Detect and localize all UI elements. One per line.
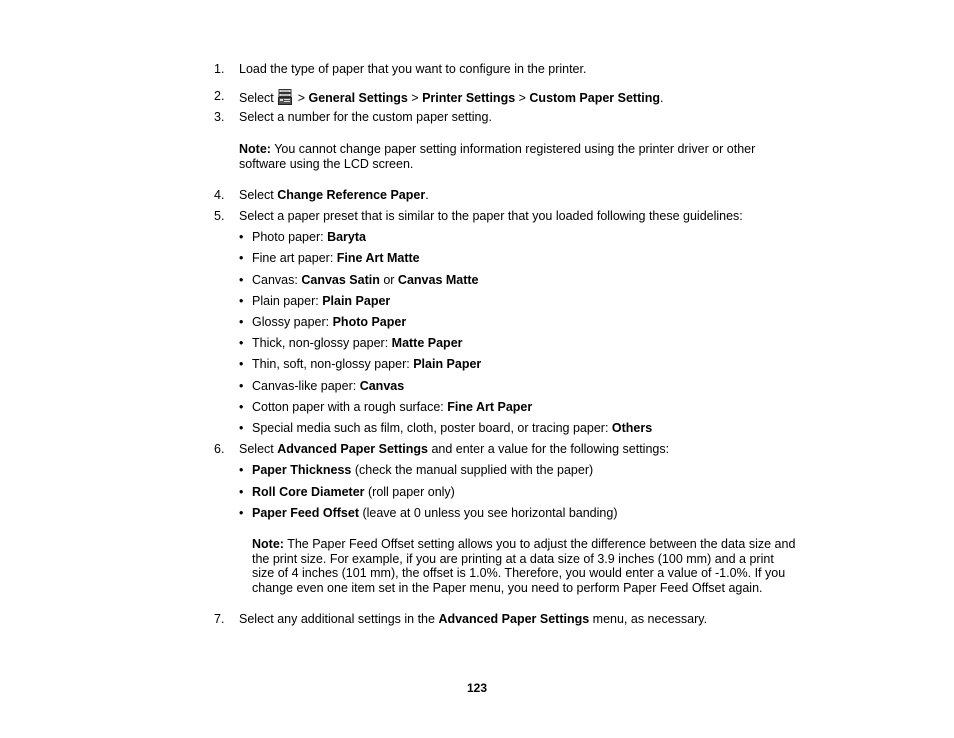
step-text-post: menu, as necessary. [589,612,708,626]
menu-change-reference-paper: Change Reference Paper [277,188,426,202]
setting-name: Roll Core Diameter [252,485,365,499]
note-line: size of 4 inches (101 mm), the offset is 1.0%. Therefore, you would enter a value of -1.0%. If you [252,566,786,581]
bullet: • [239,273,244,287]
bullet: • [239,315,244,329]
page-number: 123 [466,681,488,695]
item-text: Special media such as film, cloth, poster board, or tracing paper: [252,421,612,435]
menu-general-settings: General Settings [308,91,408,105]
item-text: Thin, soft, non-glossy paper: [252,357,414,371]
item-text: (roll paper only) [364,485,455,499]
step-text-post: and enter a value for the following settings: [427,442,670,456]
bullet: • [239,230,244,244]
item-text: Plain paper: [252,294,323,308]
item-text: (leave at 0 unless you see horizontal banding) [358,506,618,520]
item-text: (check the manual supplied with the paper) [351,463,594,477]
step-text-pre: Select [239,91,274,105]
menu-advanced-paper-settings: Advanced Paper Settings [277,442,428,456]
note-line: change even one item set in the Paper menu, you need to perform Paper Feed Offset again. [252,580,763,595]
note-label: Note: [252,537,284,551]
note-line: The Paper Feed Offset setting allows you to adjust the difference between the data size and [283,537,796,551]
bullet: • [239,421,244,435]
note-line: You cannot change paper setting information registered using the printer driver or other [270,142,756,156]
step-text-pre: Select [239,188,278,202]
step-text [239,89,663,109]
setting-name: Paper Feed Offset [252,506,359,520]
step-text [239,612,707,627]
setting-name: Paper Thickness [252,463,352,477]
separator: > [407,91,423,105]
note-lcd [239,142,755,171]
menu-custom-paper-setting: Custom Paper Setting [529,91,660,105]
bullet: • [239,336,244,350]
item-text: Glossy paper: [252,315,333,329]
bullet: • [239,463,244,477]
step-text [239,188,429,203]
preset-name: Canvas Matte [397,273,479,287]
preset-name: Baryta [327,230,366,244]
item-text: Fine art paper: [252,251,337,265]
step-text: Select a paper preset that is similar to the paper that you loaded following these guidelines: [239,209,743,223]
note-paper-feed-offset [252,537,795,595]
bullet: • [239,357,244,371]
item-text: Cotton paper with a rough surface: [252,400,448,414]
step-text-pre: Select any additional settings in the [239,612,439,626]
step-text-end: . [659,91,664,105]
home-icon [278,89,292,109]
step-text [239,442,669,457]
note-line: the print size. For example, if you are printing at a data size of 3.9 inches (100 mm) and a print [252,551,774,566]
bullet: • [239,294,244,308]
note-label: Note: [239,142,271,156]
step-number: 4. [214,188,225,202]
item-text: or [379,273,398,287]
step-text: Load the type of paper that you want to configure in the printer. [239,62,587,76]
item-text: Canvas: [252,273,302,287]
preset-name: Plain Paper [413,357,482,371]
menu-advanced-paper-settings: Advanced Paper Settings [438,612,590,626]
bullet: • [239,400,244,414]
separator: > [515,91,530,105]
step-number: 5. [214,209,225,223]
item-text: Photo paper: [252,230,328,244]
step-number: 1. [214,62,225,76]
preset-name: Fine Art Matte [336,251,420,265]
preset-name: Photo Paper [332,315,407,329]
bullet: • [239,251,244,265]
preset-name: Canvas [359,379,405,393]
step-text: Select a number for the custom paper setting. [239,110,492,124]
preset-name: Canvas Satin [301,273,380,287]
bullet: • [239,485,244,499]
step-number: 7. [214,612,225,626]
bullet: • [239,506,244,520]
note-line: software using the LCD screen. [239,156,414,171]
step-number: 3. [214,110,225,124]
item-text: Thick, non-glossy paper: [252,336,392,350]
bullet: • [239,379,244,393]
menu-printer-settings: Printer Settings [422,91,516,105]
item-text: Canvas-like paper: [252,379,360,393]
preset-name: Plain Paper [322,294,391,308]
step-text-end: . [425,188,429,202]
separator: > [294,91,309,105]
step-text-pre: Select [239,442,278,456]
preset-name: Matte Paper [391,336,463,350]
preset-name: Others [611,421,653,435]
step-number: 2. [214,89,225,103]
step-number: 6. [214,442,225,456]
preset-name: Fine Art Paper [447,400,533,414]
